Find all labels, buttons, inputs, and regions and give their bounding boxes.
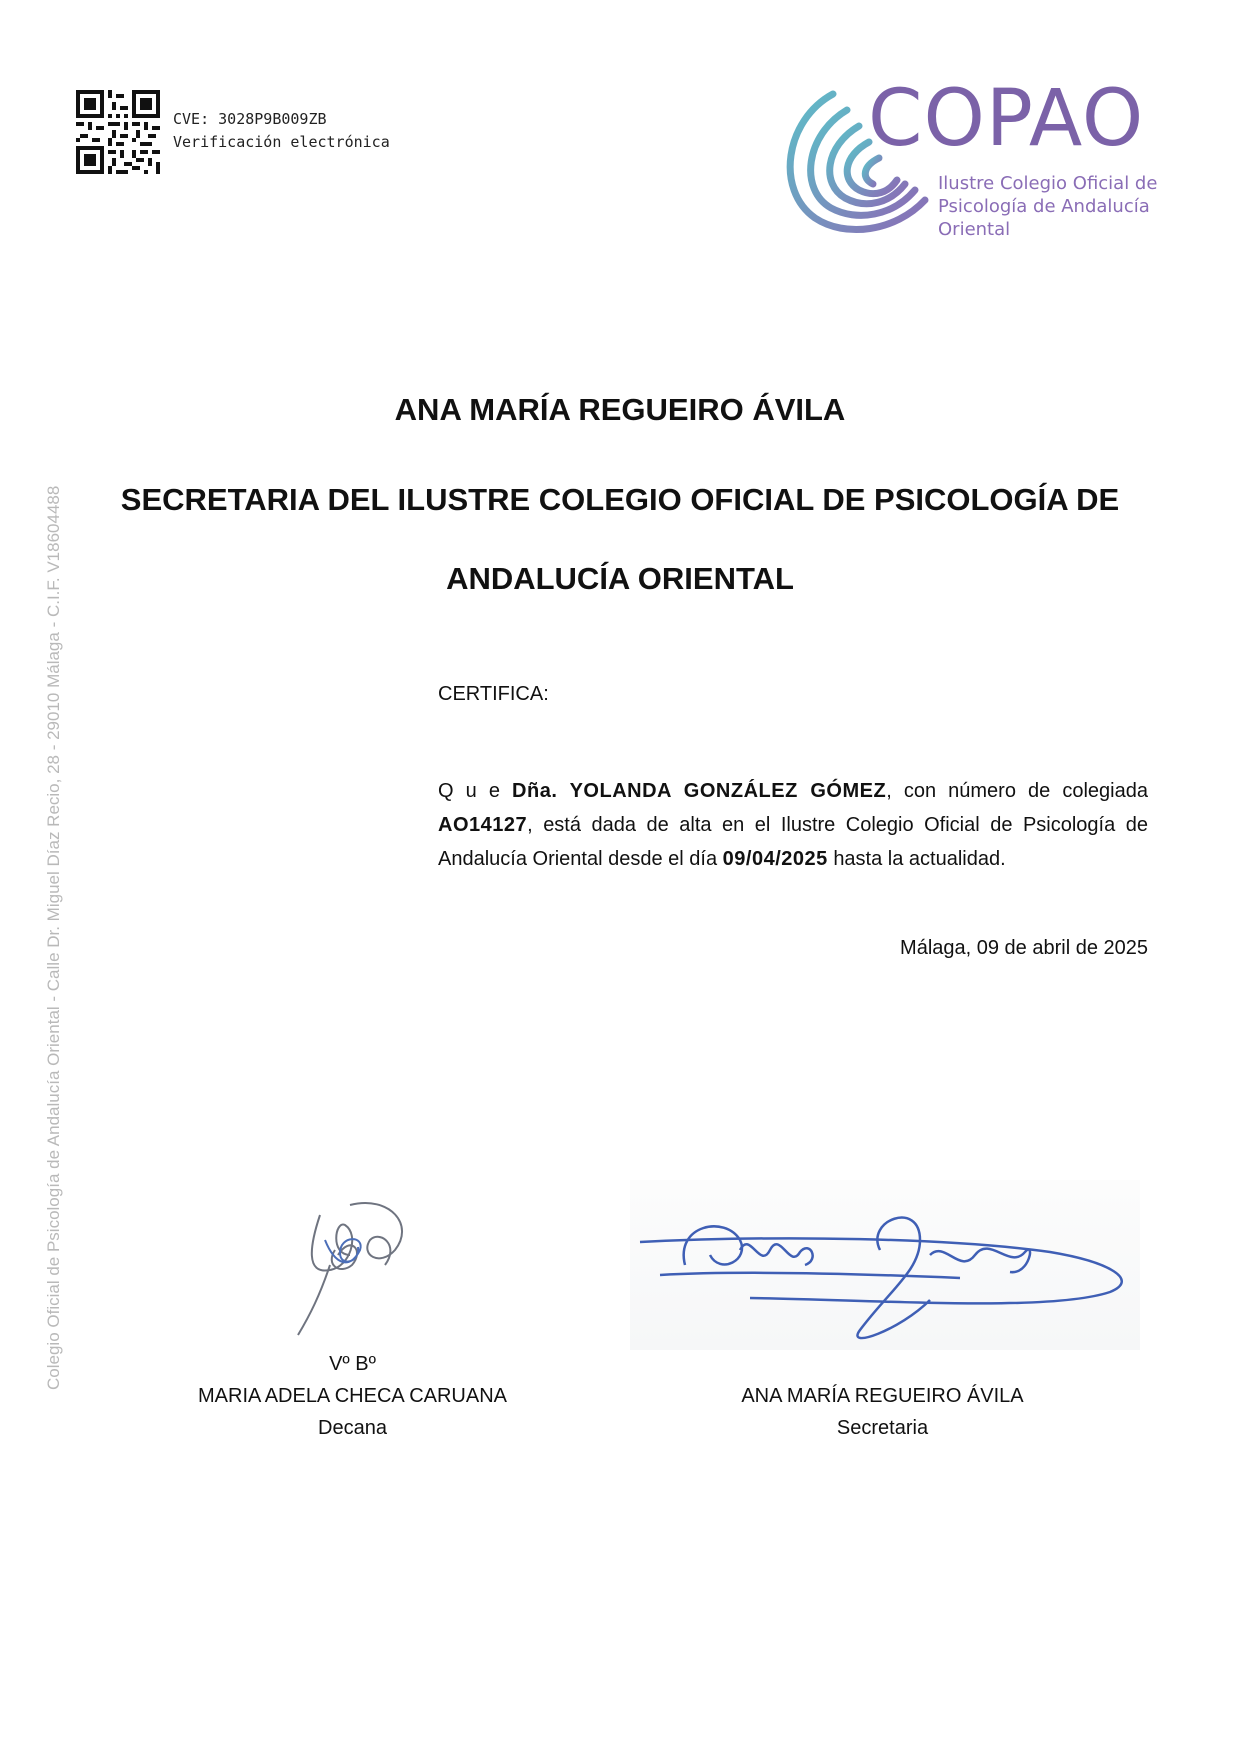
signer-left-role: Decana [318, 1417, 387, 1439]
secretaria-signature-icon [630, 1180, 1140, 1350]
para-date: 09/04/2025 [722, 848, 828, 870]
signer-title-name: ANA MARÍA REGUEIRO ÁVILA [394, 392, 846, 427]
secretaria-signature-area [630, 1180, 1140, 1350]
verification-label: Verificación electrónica [173, 133, 390, 151]
logo-subtitle [938, 172, 1157, 241]
para-member-number: AO14127 [438, 814, 528, 836]
qr-code [76, 90, 160, 174]
para-que: Q u e [438, 780, 500, 802]
logo-subtitle-line1: Ilustre Colegio Oficial de [938, 173, 1158, 194]
certificate-paragraph [438, 774, 1148, 876]
signer-title-role-line2: ANDALUCÍA ORIENTAL [446, 561, 794, 596]
cve-code: CVE: 3028P9B009ZB [173, 110, 327, 128]
logo-subtitle-line3: Oriental [938, 219, 1011, 240]
para-member-name: Dña. YOLANDA GONZÁLEZ GÓMEZ [512, 780, 887, 802]
logo-subtitle-line2: Psicología de Andalucía [938, 196, 1150, 217]
signer-right-name: ANA MARÍA REGUEIRO ÁVILA [741, 1385, 1024, 1407]
signer-left-name: MARIA ADELA CHECA CARUANA [198, 1385, 507, 1407]
para-text1: , con número de colegiada [886, 780, 1148, 802]
place-date: Málaga, 09 de abril de 2025 [900, 937, 1148, 959]
signer-right [720, 1380, 1045, 1444]
logo-wordmark: COPAO [868, 74, 1145, 164]
vobo-label: Vº Bº [329, 1353, 376, 1375]
signer-title-role-line1: SECRETARIA DEL ILUSTRE COLEGIO OFICIAL DE PSICOLOGÍA DE [120, 482, 1120, 517]
signer-left [180, 1348, 525, 1444]
para-text3: hasta la actualidad. [833, 848, 1006, 870]
cve-block [173, 108, 390, 154]
decana-signature-icon [290, 1195, 420, 1340]
para-text2: , está dada de alta en el Ilustre Colegio Oficial de Psicología de Andalucía Oriental desde el día [438, 814, 1148, 870]
signer-right-role: Secretaria [836, 1417, 929, 1439]
side-address-text: Colegio Oficial de Psicología de Andalucía Oriental - Calle Dr. Miguel Díaz Recio, 28 - 29010 Málaga - C.I.F. V18604488 [44, 485, 63, 1390]
certifica-label: CERTIFICA: [438, 683, 549, 705]
